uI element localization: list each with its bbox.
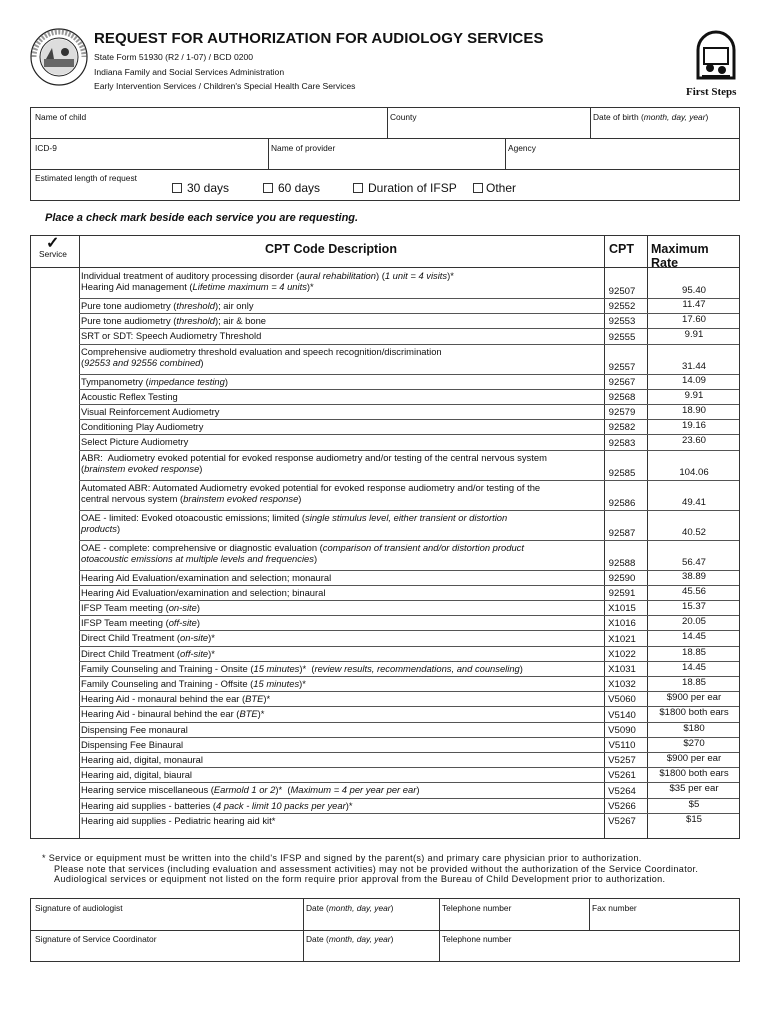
max-rate: 40.52 xyxy=(681,526,706,538)
service-description: Automated ABR: Automated Audiometry evoked potential for evoked response audiometry and/or testing of the central nervous system (brainstem evoked response) xyxy=(81,481,541,504)
provider-field[interactable]: Name of provider xyxy=(271,143,336,153)
service-row[interactable] xyxy=(31,706,741,721)
max-rate: 104.06 xyxy=(679,466,709,478)
footnote: * Service or equipment must be written into the child's IFSP and signed by the parent(s) and primary care physician prior to authorization. Please note that services (including evaluation and assessment activities) may not be provided without the authorization of the Service Coordinator. Audiological services or equipment not listed on the form require prior approval from the Bureau of Child Development prior to authorization. xyxy=(42,853,699,885)
rate-header: Maximum Rate xyxy=(651,242,709,270)
audiologist-phone-field[interactable]: Telephone number xyxy=(442,903,512,913)
service-row[interactable] xyxy=(31,480,741,510)
option-duration-ifsp[interactable]: Duration of IFSP xyxy=(353,181,457,195)
service-row[interactable] xyxy=(31,630,741,645)
service-description: Visual Reinforcement Audiometry xyxy=(81,406,220,417)
max-rate: $1800 both ears xyxy=(659,707,729,719)
cpt-code: V5060 xyxy=(608,694,636,706)
service-row[interactable] xyxy=(31,570,741,585)
cpt-code: V5266 xyxy=(608,800,636,812)
name-of-child-field[interactable]: Name of child xyxy=(35,112,87,122)
service-row[interactable] xyxy=(31,615,741,630)
checkbox-icon[interactable] xyxy=(172,183,182,193)
max-rate: 38.89 xyxy=(681,570,706,582)
service-description: Direct Child Treatment (on-site)* xyxy=(81,632,215,644)
coordinator-signature-field[interactable]: Signature of Service Coordinator xyxy=(35,934,157,944)
cpt-code: 92553 xyxy=(608,316,636,328)
cpt-code: V5267 xyxy=(608,815,636,827)
service-description: Dispensing Fee monaural xyxy=(81,723,188,735)
service-row[interactable] xyxy=(31,661,741,676)
audiologist-signature-field[interactable]: Signature of audiologist xyxy=(35,903,123,913)
max-rate: 11.47 xyxy=(682,299,706,310)
checkbox-icon[interactable] xyxy=(353,183,363,193)
service-description: Comprehensive audiometry threshold evaluation and speech recognition/discrimination (92553 and 92556 combined) xyxy=(81,345,442,368)
max-rate: 17.60 xyxy=(681,314,706,326)
service-row[interactable] xyxy=(31,540,741,570)
max-rate: 20.05 xyxy=(681,616,706,628)
max-rate: 18.90 xyxy=(681,405,706,416)
agency-field[interactable]: Agency xyxy=(508,143,536,153)
form-title: REQUEST FOR AUTHORIZATION FOR AUDIOLOGY SERVICES xyxy=(94,30,544,47)
max-rate: 49.41 xyxy=(681,496,706,508)
service-description: Hearing service miscellaneous (Earmold 1 or 2)* (Maximum = 4 per year per ear) xyxy=(81,784,420,796)
cpt-code: X1022 xyxy=(608,648,636,660)
service-description: Hearing Aid - binaural behind the ear (BTE)* xyxy=(81,708,265,720)
service-description: Hearing Aid - monaural behind the ear (BTE)* xyxy=(81,693,271,705)
agency-name: Indiana Family and Social Services Administration xyxy=(94,67,285,77)
service-description: Dispensing Fee Binaural xyxy=(81,738,184,750)
service-row[interactable] xyxy=(31,510,741,540)
service-description: ABR: Audiometry evoked potential for evoked response audiometry and/or testing of the central nervous system (brainstem evoked response) xyxy=(81,451,547,474)
max-rate: 18.85 xyxy=(681,646,706,658)
service-row[interactable] xyxy=(31,434,741,449)
cpt-code: V5264 xyxy=(608,785,636,797)
service-row[interactable] xyxy=(31,268,741,298)
max-rate: $270 xyxy=(683,737,705,749)
max-rate: 31.44 xyxy=(681,360,706,372)
signature-box xyxy=(30,898,740,962)
max-rate: $900 per ear xyxy=(666,692,722,704)
cpt-code: 92507 xyxy=(608,286,636,297)
date-of-birth-field[interactable]: Date of birth (month, day, year) xyxy=(593,112,709,122)
cpt-code: 92585 xyxy=(608,467,636,479)
service-row[interactable] xyxy=(31,767,741,782)
checkmark-icon: ✓ xyxy=(46,235,60,252)
cpt-code: V5110 xyxy=(608,739,636,751)
service-row[interactable] xyxy=(31,344,741,374)
logo-text: First Steps xyxy=(686,86,737,98)
cpt-code: V5257 xyxy=(608,755,636,767)
max-rate: 9.91 xyxy=(684,329,704,341)
service-description: Hearing Aid Evaluation/examination and selection; binaural xyxy=(81,586,326,598)
cpt-header: CPT xyxy=(609,242,634,256)
max-rate: 23.60 xyxy=(681,435,706,447)
max-rate: 15.37 xyxy=(681,601,706,612)
service-description: OAE - complete: comprehensive or diagnostic evaluation (comparison of transient and/or distortion product otoacoustic emissions at multiple levels and frequencies) xyxy=(81,541,524,564)
service-description: IFSP Team meeting (on-site) xyxy=(81,602,200,613)
cpt-code: 92586 xyxy=(608,497,636,509)
cpt-code: X1031 xyxy=(608,663,636,675)
service-description: IFSP Team meeting (off-site) xyxy=(81,617,200,629)
service-description: Hearing aid supplies - Pediatric hearing aid kit* xyxy=(81,814,276,826)
cpt-code: V5090 xyxy=(608,724,636,736)
service-row[interactable] xyxy=(31,600,741,615)
form-id: State Form 51930 (R2 / 1-07) / BCD 0200 xyxy=(94,52,254,62)
cpt-code: X1016 xyxy=(608,618,636,630)
service-row[interactable] xyxy=(31,691,741,706)
cpt-code: V5261 xyxy=(608,770,636,782)
max-rate: $35 per ear xyxy=(669,783,719,795)
cpt-code: 92579 xyxy=(608,407,636,419)
service-description: Select Picture Audiometry xyxy=(81,436,189,448)
service-description: Conditioning Play Audiometry xyxy=(81,421,204,433)
service-description: Hearing aid, digital, monaural xyxy=(81,754,203,765)
service-row[interactable] xyxy=(31,404,741,419)
max-rate: $15 xyxy=(685,813,702,825)
max-rate: 14.09 xyxy=(681,374,706,386)
max-rate: 95.40 xyxy=(681,285,706,296)
cpt-code: X1032 xyxy=(608,679,636,691)
max-rate: $900 per ear xyxy=(666,753,722,764)
cpt-code: V5140 xyxy=(608,709,636,721)
service-table xyxy=(30,235,740,839)
max-rate: $180 xyxy=(683,722,705,734)
service-row[interactable] xyxy=(31,450,741,480)
cpt-code: X1021 xyxy=(608,633,636,645)
service-header: Service xyxy=(39,249,67,259)
max-rate: $5 xyxy=(688,798,700,810)
audiologist-date-field[interactable]: Date (month, day, year) xyxy=(306,903,394,913)
cpt-code: X1015 xyxy=(608,603,636,615)
county-field[interactable]: County xyxy=(390,112,417,122)
program-name: Early Intervention Services / Children's Special Health Care Services xyxy=(94,81,356,91)
service-row[interactable] xyxy=(31,813,741,828)
max-rate: 18.85 xyxy=(681,677,706,688)
max-rate: 9.91 xyxy=(684,389,704,401)
service-description: Family Counseling and Training - Offsite (15 minutes)* xyxy=(81,678,306,689)
max-rate: $1800 both ears xyxy=(659,768,729,780)
service-row[interactable] xyxy=(31,419,741,434)
service-description: SRT or SDT: Speech Audiometry Threshold xyxy=(81,330,262,342)
coordinator-date-field[interactable]: Date (month, day, year) xyxy=(306,934,394,944)
service-description: Individual treatment of auditory processing disorder (aural rehabilitation) (1 unit = 4 visits)* Hearing Aid management (Lifetime maximum = 4 units)* xyxy=(81,270,454,292)
max-rate: 56.47 xyxy=(681,556,706,568)
service-row[interactable] xyxy=(31,374,741,389)
cpt-code: 92568 xyxy=(608,391,636,403)
coordinator-phone-field[interactable]: Telephone number xyxy=(442,934,512,944)
service-description: Hearing aid supplies - batteries (4 pack - limit 10 packs per year)* xyxy=(81,799,353,811)
cpt-code: 92583 xyxy=(608,437,636,449)
service-row[interactable] xyxy=(31,389,741,404)
service-description: Pure tone audiometry (threshold); air & bone xyxy=(81,315,267,327)
state-seal-icon xyxy=(30,28,88,86)
option-30-days[interactable]: 30 days xyxy=(172,181,229,195)
cpt-code: 92552 xyxy=(608,301,636,313)
max-rate: 14.45 xyxy=(681,631,706,643)
cpt-code: 92557 xyxy=(608,361,636,373)
service-row[interactable] xyxy=(31,313,741,328)
max-rate: 45.56 xyxy=(681,585,706,597)
service-description: Family Counseling and Training - Onsite (15 minutes)* (review results, recommendations, and counseling) xyxy=(81,662,523,674)
cpt-code: 92582 xyxy=(608,422,636,434)
estimated-length-label: Estimated length of request xyxy=(35,173,137,183)
option-60-days[interactable]: 60 days xyxy=(263,181,320,195)
checkbox-icon[interactable] xyxy=(263,183,273,193)
service-description: Hearing aid, digital, biaural xyxy=(81,769,193,781)
max-rate: 14.45 xyxy=(681,661,706,673)
checkbox-icon[interactable] xyxy=(473,183,483,193)
service-row[interactable] xyxy=(31,798,741,813)
service-description: Direct Child Treatment (off-site)* xyxy=(81,647,215,659)
cpt-code: 92591 xyxy=(608,587,636,599)
fax-field[interactable]: Fax number xyxy=(592,903,637,913)
cpt-code: 92587 xyxy=(608,527,636,539)
option-other[interactable]: Other xyxy=(473,181,516,195)
cpt-code: 92590 xyxy=(608,572,636,584)
service-row[interactable] xyxy=(31,585,741,600)
desc-header: CPT Code Description xyxy=(265,242,397,256)
service-row[interactable] xyxy=(31,676,741,691)
cpt-code: 92567 xyxy=(608,376,636,388)
cpt-code: 92555 xyxy=(608,331,636,343)
service-description: Pure tone audiometry (threshold); air only xyxy=(81,300,254,311)
instruction-text: Place a check mark beside each service you are requesting. xyxy=(45,212,359,224)
service-description: Tympanometry (impedance testing) xyxy=(81,375,228,387)
max-rate: 19.16 xyxy=(681,420,706,432)
service-row[interactable] xyxy=(31,752,741,767)
service-description: Hearing Aid Evaluation/examination and selection; monaural xyxy=(81,571,332,583)
service-description: OAE - limited: Evoked otoacoustic emissions; limited (single stimulus level, either transient or distortion products) xyxy=(81,511,508,534)
icd9-field[interactable]: ICD-9 xyxy=(35,143,57,153)
cpt-code: 92588 xyxy=(608,557,636,569)
service-row[interactable] xyxy=(31,722,741,737)
service-description: Acoustic Reflex Testing xyxy=(81,390,178,402)
service-row[interactable] xyxy=(31,328,741,343)
service-row[interactable] xyxy=(31,646,741,661)
service-row[interactable] xyxy=(31,737,741,752)
service-row[interactable] xyxy=(31,298,741,313)
service-row[interactable] xyxy=(31,782,741,797)
